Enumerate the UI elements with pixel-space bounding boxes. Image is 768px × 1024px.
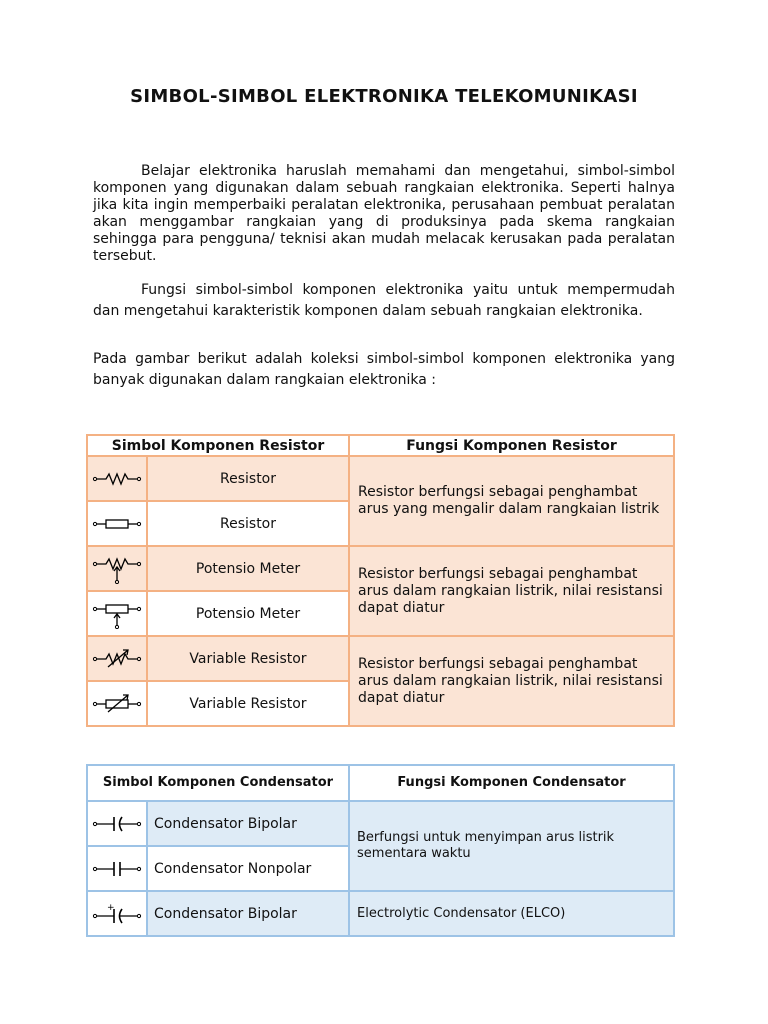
table-cell-name: Condensator Bipolar	[147, 801, 349, 846]
table-row	[87, 546, 674, 591]
table-row	[87, 801, 674, 846]
table-cell-name: Resistor	[147, 501, 349, 546]
capacitor-polarized-icon	[87, 891, 147, 936]
resistor-table-header	[87, 435, 674, 456]
table-cell-function: Resistor berfungsi sebagai penghambat arus dalam rangkaian listrik, nilai resistansi dapat diatur	[349, 546, 674, 636]
table-cell-name: Variable Resistor	[147, 681, 349, 726]
resistor-box-icon	[87, 501, 147, 546]
resistor-symbol-header: Simbol Komponen Resistor	[87, 435, 349, 456]
variable-resistor-zigzag-icon	[87, 636, 147, 681]
table-cell-name: Potensio Meter	[147, 591, 349, 636]
condensator-symbol-header: Simbol Komponen Condensator	[87, 765, 349, 801]
table-row	[87, 636, 674, 681]
condensator-table-header	[87, 765, 674, 801]
condensator-table	[86, 764, 675, 937]
table-cell-function: Berfungsi untuk menyimpan arus listrik sementara waktu	[349, 801, 674, 891]
resistor-function-header: Fungsi Komponen Resistor	[349, 435, 674, 456]
intro-paragraph: Belajar elektronika haruslah memahami dan mengetahui, simbol-simbol komponen yang digunakan dalam sebuah rangkaian elektronika. Seperti halnya jika kita ingin memperbaiki peralatan elektronika, perusahaan pembuat peralatan akan menggambar rangkaian yang di produksinya pada skema rangkaian sehingga para pengguna/ teknisi akan mudah melacak kerusakan pada peralatan tersebut.	[93, 163, 675, 264]
table-cell-function: Resistor berfungsi sebagai penghambat arus yang mengalir dalam rangkaian listrik	[349, 456, 674, 546]
potentiometer-box-icon	[87, 591, 147, 636]
capacitor-nonpolar-icon	[87, 846, 147, 891]
table-cell-name: Resistor	[147, 456, 349, 501]
table-cell-name: Condensator Nonpolar	[147, 846, 349, 891]
table-cell-name: Potensio Meter	[147, 546, 349, 591]
variable-resistor-box-icon	[87, 681, 147, 726]
table-cell-name: Condensator Bipolar	[147, 891, 349, 936]
table-row	[87, 456, 674, 501]
table-cell-function: Electrolytic Condensator (ELCO)	[349, 891, 674, 936]
resistor-zigzag-icon	[87, 456, 147, 501]
table-row	[87, 891, 674, 936]
gallery-paragraph: Pada gambar berikut adalah koleksi simbol-simbol komponen elektronika yang banyak digunakan dalam rangkaian elektronika :	[93, 351, 675, 388]
resistor-table	[86, 434, 675, 727]
function-paragraph: Fungsi simbol-simbol komponen elektronika yaitu untuk mempermudah dan mengetahui karakteristik komponen dalam sebuah rangkaian elektronika.	[93, 282, 675, 319]
condensator-function-header: Fungsi Komponen Condensator	[349, 765, 674, 801]
table-cell-function: Resistor berfungsi sebagai penghambat arus dalam rangkaian listrik, nilai resistansi dapat diatur	[349, 636, 674, 726]
page-title: SIMBOL-SIMBOL ELEKTRONIKA TELEKOMUNIKASI	[130, 86, 638, 107]
table-cell-name: Variable Resistor	[147, 636, 349, 681]
potentiometer-zigzag-icon	[87, 546, 147, 591]
capacitor-curved-icon	[87, 801, 147, 846]
svg-text:+: +	[107, 902, 115, 913]
